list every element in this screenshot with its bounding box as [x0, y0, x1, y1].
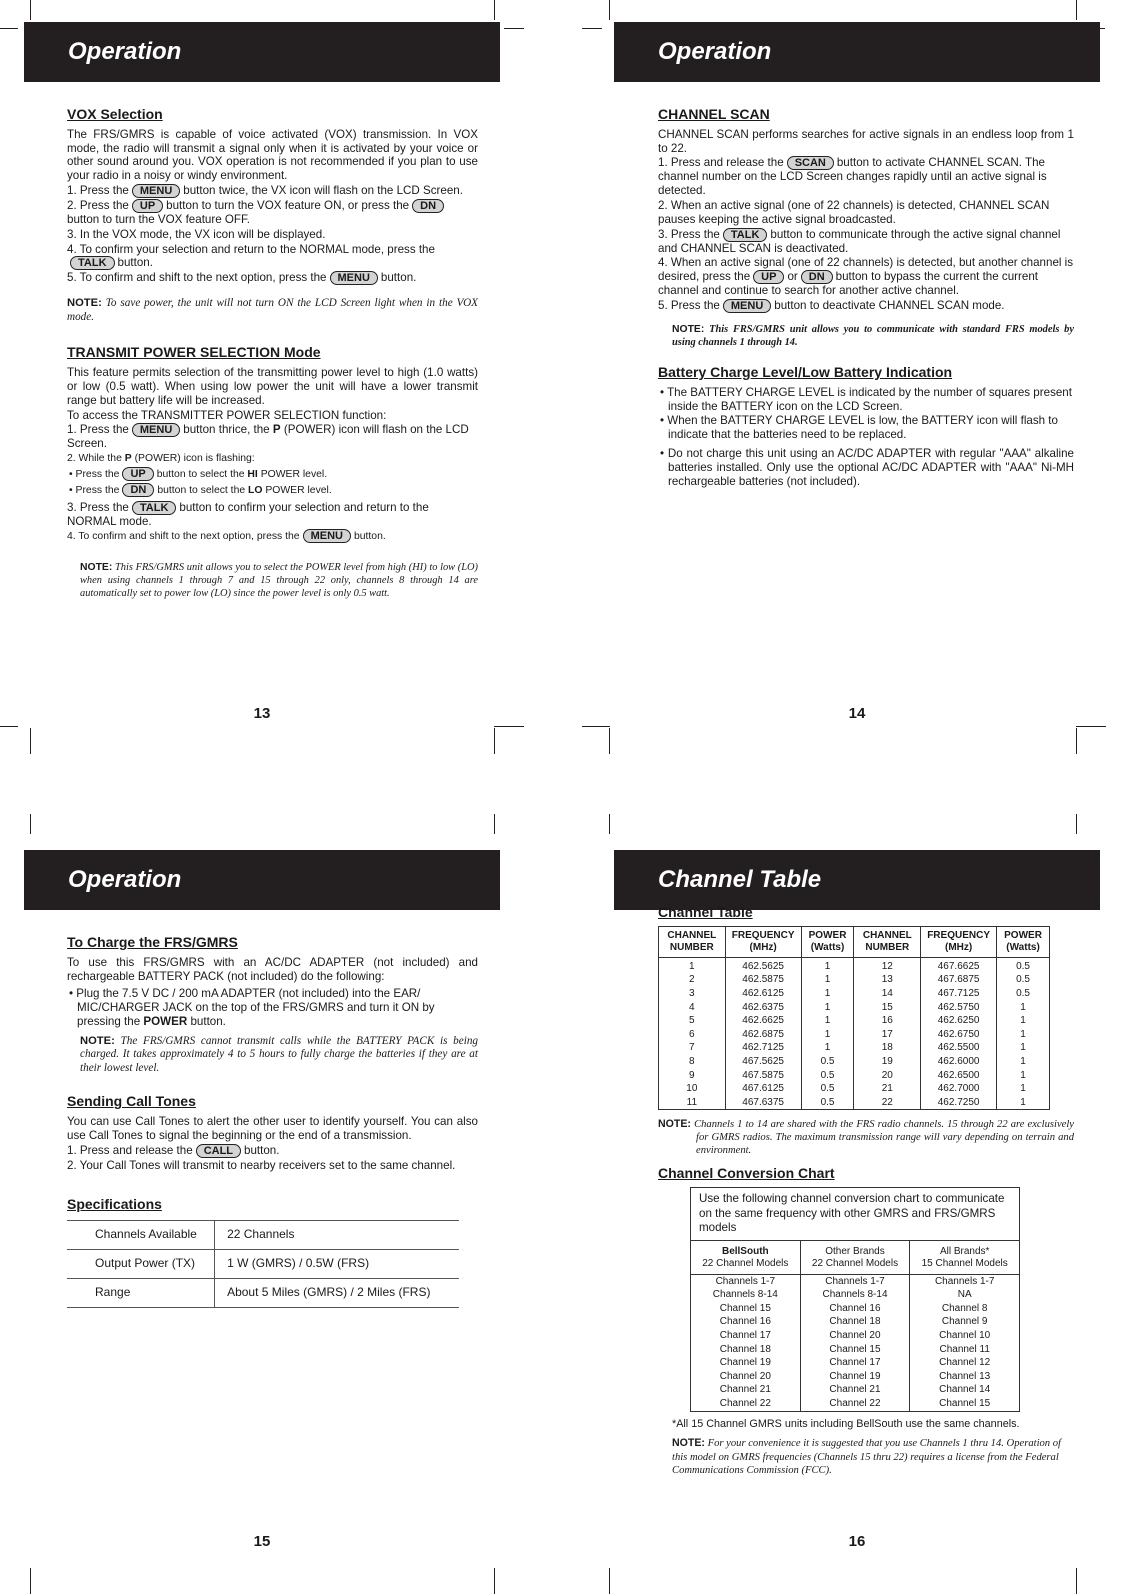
table-row: Output Power (TX) 1 W (GMRS) / 0.5W (FRS) — [67, 1250, 459, 1279]
vox-intro: The FRS/GMRS is capable of voice activated (VOX) transmission. In VOX mode, the radio will transmit a signal only when it is activated by your voice or other sound around you. VOX operation is not recommended if you plan to use your radio in a noisy or windy environment. — [67, 127, 478, 183]
scan-intro: CHANNEL SCAN performs searches for active signals in an endless loop from 1 to 22. — [658, 127, 1074, 155]
vox-step-4: 4. To confirm your selection and return to the NORMAL mode, press theTALK button. — [67, 242, 435, 270]
channel-table — [658, 926, 1050, 1111]
vox-note: NOTE: To save power, the unit will not turn ON the LCD Screen light when in the VOX mode. — [67, 297, 478, 323]
table-row: Channel 19 Channel 17 Channel 12 — [691, 1356, 1019, 1370]
power-step-2: 2. While the P (POWER) icon is flashing: — [67, 453, 255, 465]
page-number: 16 — [848, 1533, 866, 1550]
page-number: 15 — [253, 1533, 271, 1550]
table-header-row: CHANNEL NUMBER FREQUENCY (MHz) POWER (Watts) CHANNEL NUMBER FREQUENCY (MHz) POWER (Watts) — [659, 926, 1050, 957]
power-step-3: 3. Press the TALK button to confirm your selection and return to the NORMAL mode. — [67, 500, 429, 528]
table-row: Channel 22 Channel 22 Channel 15 — [691, 1397, 1019, 1411]
charge-intro: To use this FRS/GMRS with an AC/DC ADAPTER (not included) and rechargeable BATTERY PACK (not included) do the following: — [67, 955, 478, 983]
crop-mark — [0, 726, 18, 727]
battery-bullet-3: • Do not charge this unit using an AC/DC ADAPTER with regular "AAA" alkaline batteries installed. Only use the optional AC/DC ADAPTER with "AAA" Ni-MH rechargeable batteries (not included). — [660, 446, 1074, 488]
table-row: Channel 17 Channel 20 Channel 10 — [691, 1329, 1019, 1343]
crop-mark — [30, 814, 31, 834]
power-bullet-hi: • Press the UP button to select the HI POWER level. — [69, 467, 328, 480]
table-row: 7 462.7125 1 18 462.5500 1 — [659, 1041, 1050, 1055]
specs-table — [67, 1220, 459, 1308]
table-row: 1 462.5625 1 12 467.6625 0.5 — [659, 957, 1050, 973]
conversion-chart — [690, 1187, 1020, 1411]
vox-step-5: 5. To confirm and shift to the next option, press the MENU button. — [67, 271, 417, 285]
battery-bullet-1: • The BATTERY CHARGE LEVEL is indicated by the number of squares present inside the BATTERY icon on the LCD Screen. — [660, 385, 1072, 413]
section-title-vox: VOX Selection — [67, 106, 163, 122]
page-header: Operation — [24, 850, 500, 910]
vox-step-3: 3. In the VOX mode, the VX icon will be displayed. — [67, 227, 326, 241]
crop-mark — [582, 726, 610, 727]
dn-key-icon: DN — [122, 483, 154, 497]
menu-key-icon: MENU — [132, 423, 180, 437]
table-row: Channels Available 22 Channels — [67, 1221, 459, 1250]
table-row: Channel 15 Channel 16 Channel 8 — [691, 1302, 1019, 1316]
page-13 — [24, 22, 500, 782]
page-14 — [614, 22, 1100, 782]
page-number: 13 — [253, 705, 271, 722]
section-title-scan: CHANNEL SCAN — [658, 106, 770, 122]
scan-step-4: 4. When an active signal (one of 22 channels) is detected, but another channel is desired, press the UP or DN button to bypass the current the current channel and continue to search for another active channel. — [658, 256, 1074, 298]
battery-bullet-2: • When the BATTERY CHARGE LEVEL is low, the BATTERY icon will flash to indicate that the batteries need to be replaced. — [660, 414, 1058, 442]
crop-mark — [0, 28, 18, 29]
power-access: To access the TRANSMITTER POWER SELECTION function: — [67, 408, 387, 422]
table-row: Channel 18 Channel 15 Channel 11 — [691, 1343, 1019, 1357]
table-row: 2 462.5875 1 13 467.6875 0.5 — [659, 973, 1050, 987]
crop-mark — [504, 28, 524, 29]
talk-key-icon: TALK — [70, 256, 115, 270]
power-step-1: 1. Press the MENU button thrice, the P (POWER) icon will flash on the LCD Screen. — [67, 423, 469, 451]
power-step-4: 4. To confirm and shift to the next option, press the MENU button. — [67, 530, 386, 543]
scan-step-1: 1. Press and release the SCAN button to activate CHANNEL SCAN. The channel number on the LCD Screen changes rapidly until an active signal is detected. — [658, 156, 1047, 198]
power-note: NOTE: This FRS/GMRS unit allows you to select the POWER level from high (HI) to low (LO) when using channels 1 through 7 and 15 through 22 only, channels 8 through 14 are automatically set to power low (LO) since the power level is only 0.5 watt. — [80, 562, 478, 599]
tones-step-1: 1. Press and release the CALL button. — [67, 1143, 280, 1157]
crop-mark — [582, 28, 602, 29]
crop-mark — [1076, 814, 1077, 834]
table-header-row: BellSouth 22 Channel Models Other Brands 22 Channel Models All Brands* 15 Channel Models — [691, 1241, 1019, 1275]
scan-note: NOTE: This FRS/GMRS unit allows you to communicate with standard FRS models by using channels 1 through 14. — [672, 323, 1074, 349]
table-row: Channels 1-7 Channels 1-7 Channels 1-7 — [691, 1274, 1019, 1288]
scan-step-3: 3. Press the TALK button to communicate through the active signal channel and CHANNEL SCAN is deactivated. — [658, 227, 1061, 255]
scan-step-5: 5. Press the MENU button to deactivate CHANNEL SCAN mode. — [658, 298, 1005, 312]
license-note: NOTE: For your convenience it is suggested that you use Channels 1 thru 14. Operation of this model on GMRS frequencies (Channels 15 thru 22) requires a license from the Federal Communications Commission (FCC). — [672, 1437, 1061, 1477]
page-16 — [614, 850, 1100, 1594]
power-intro: This feature permits selection of the transmitting power level to high (1.0 watts) or low (0.5 watt). When using low power the unit will have a lower transmit range but battery life will be increased. — [67, 366, 478, 407]
page-header: Operation — [24, 22, 500, 82]
scan-key-icon: SCAN — [787, 156, 834, 170]
menu-key-icon: MENU — [723, 299, 771, 313]
crop-mark — [609, 0, 610, 20]
call-key-icon: CALL — [196, 1144, 241, 1158]
page-15 — [24, 850, 500, 1594]
table-row: Range About 5 Miles (GMRS) / 2 Miles (FRS) — [67, 1279, 459, 1308]
up-key-icon: UP — [132, 199, 163, 213]
page-header: Operation — [614, 22, 1100, 82]
table-row: 4 462.6375 1 15 462.5750 1 — [659, 1001, 1050, 1015]
conversion-table — [691, 1241, 1019, 1411]
power-bullet-lo: • Press the DN button to select the LO POWER level. — [69, 483, 332, 496]
talk-key-icon: TALK — [132, 501, 177, 515]
tones-intro: You can use Call Tones to alert the other user to identify yourself. You can also use Call Tones to signal the beginning or the end of a transmission. — [67, 1115, 478, 1142]
table-row: 9 467.5875 0.5 20 462.6500 1 — [659, 1069, 1050, 1083]
conversion-footnote: *All 15 Channel GMRS units including BellSouth use the same channels. — [672, 1417, 1020, 1430]
table-row: Channels 8-14 Channels 8-14 NA — [691, 1288, 1019, 1302]
menu-key-icon: MENU — [303, 529, 351, 543]
table-row: 11 467.6375 0.5 22 462.7250 1 — [659, 1096, 1050, 1110]
charge-note: NOTE: The FRS/GMRS cannot transmit calls while the BATTERY PACK is being charged. It takes approximately 4 to 5 hours to fully charge the batteries if they are at their lowest level. — [80, 1034, 479, 1074]
section-title-specs: Specifications — [67, 1196, 162, 1213]
page-number: 14 — [848, 705, 866, 722]
table-row: Channel 16 Channel 18 Channel 9 — [691, 1315, 1019, 1329]
channel-table-note: NOTE: Channels 1 to 14 are shared with the FRS radio channels. 15 through 22 are exclusively for GMRS radios. The maximum transmission range will vary depending on terrain and environment. — [658, 1118, 1074, 1157]
menu-key-icon: MENU — [330, 271, 378, 285]
crop-mark — [494, 814, 495, 834]
page-header: Channel Table — [614, 850, 1100, 910]
scan-step-2: 2. When an active signal (one of 22 channels) is detected, CHANNEL SCAN pauses keeping the active signal broadcasted. — [658, 198, 1050, 226]
section-title-power: TRANSMIT POWER SELECTION Mode — [67, 344, 321, 361]
vox-step-2: 2. Press the UP button to turn the VOX feature ON, or press the DNbutton to turn the VOX feature OFF. — [67, 199, 478, 227]
up-key-icon: UP — [753, 270, 784, 284]
table-row: 5 462.6625 1 16 462.6250 1 — [659, 1014, 1050, 1028]
dn-key-icon: DN — [412, 199, 444, 213]
table-row: 8 467.5625 0.5 19 462.6000 1 — [659, 1055, 1050, 1069]
charge-bullet: • Plug the 7.5 V DC / 200 mA ADAPTER (not included) into the EAR/ MIC/CHARGER JACK on the top of the FRS/GMRS and turn it ON by pressing the POWER button. — [69, 987, 435, 1028]
table-row: Channel 21 Channel 21 Channel 14 — [691, 1383, 1019, 1397]
tones-step-2: 2. Your Call Tones will transmit to nearby receivers set to the same channel. — [67, 1158, 456, 1172]
crop-mark — [609, 728, 610, 754]
dn-key-icon: DN — [801, 270, 833, 284]
crop-mark — [494, 0, 495, 20]
table-row: 10 467.6125 0.5 21 462.7000 1 — [659, 1082, 1050, 1096]
section-title-channel-table: Channel Table — [658, 904, 753, 920]
section-title-charge: To Charge the FRS/GMRS — [67, 934, 238, 950]
section-title-tones: Sending Call Tones — [67, 1093, 196, 1110]
table-row: 6 462.6875 1 17 462.6750 1 — [659, 1028, 1050, 1042]
crop-mark — [609, 814, 610, 834]
talk-key-icon: TALK — [723, 228, 768, 242]
crop-mark — [30, 0, 31, 20]
crop-mark — [1076, 0, 1077, 20]
vox-step-1: 1. Press the MENU button twice, the VX icon will flash on the LCD Screen. — [67, 183, 463, 197]
conversion-intro: Use the following channel conversion chart to communicate on the same frequency with other GMRS and FRS/GMRS models — [691, 1188, 1019, 1241]
section-title-conversion: Channel Conversion Chart — [658, 1165, 835, 1182]
table-row: 3 462.6125 1 14 467.7125 0.5 — [659, 987, 1050, 1001]
up-key-icon: UP — [122, 467, 153, 481]
crop-mark — [609, 1568, 610, 1594]
table-row: Channel 20 Channel 19 Channel 13 — [691, 1370, 1019, 1384]
menu-key-icon: MENU — [132, 184, 180, 198]
section-title-battery: Battery Charge Level/Low Battery Indication — [658, 363, 953, 380]
